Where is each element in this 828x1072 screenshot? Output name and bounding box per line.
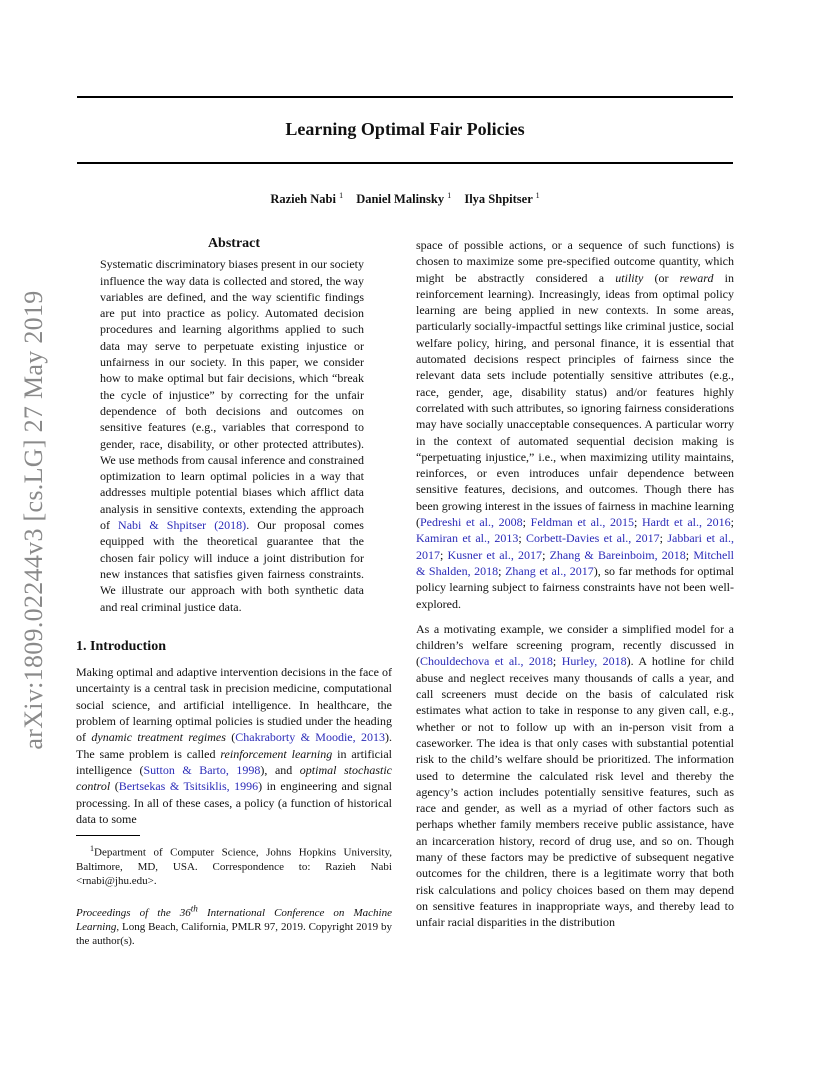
abstract-heading: Abstract [207, 236, 261, 251]
proceedings-note: Proceedings of the 36th International Conference on Machine Learning, Long Beach, California, PMLR 97, 2019. Copyright 2019 by the author(s). [76, 903, 392, 948]
title-rule [77, 162, 733, 164]
author: Daniel Malinsky $^1$ [356, 191, 452, 207]
citation-link[interactable]: Chakraborty & Moodie, 2013 [235, 730, 386, 745]
citation-link[interactable]: Hardt et al., 2016 [642, 515, 731, 530]
paper-title: Learning Optimal Fair Policies [285, 119, 525, 139]
author-list [77, 191, 733, 207]
right-column [416, 237, 734, 930]
author: Ilya Shpitser $^1$ [464, 191, 540, 207]
body-paragraph: As a motivating example, we consider a simplified model for a children’s welfare screening program, recently discussed in (Chouldechova et al., 2018; Hurley, 2018). A hotline for child abuse and neglect receives many thousands of calls a year, and call screeners must decide on the basis of calculated risk estimates what action to take in response to any given call, e.g., whether or not to follow up with an in-person visit from a caseworker. The idea is that only cases with substantial potential risk to the child’s welfare should be prioritized. The information used to determine the calculated risk level and thereby the agency’s action includes potentially sensitive features, such as race and gender, as well as a myriad of other factors such as perhaps whether family members receive public assistance, have an incarceration history, record of drug use, and so on. Though many of these factors may be predictive of subsequent negative outcomes for the children, there is a legitimate worry that both risk calculations and policy choices based on them may depend on sensitive features in inappropriate ways, and thereby lead to unfair racial disparities in the distribution [416, 621, 735, 930]
citation-link[interactable]: Pedreshi et al., 2008 [420, 515, 523, 530]
left-column [76, 236, 392, 948]
citation-link[interactable]: Kamiran et al., 2013 [416, 531, 519, 546]
top-rule [77, 96, 733, 98]
author: Razieh Nabi $^1$ [270, 191, 344, 207]
citation-link[interactable]: Zhang et al., 2017 [505, 563, 594, 578]
citation-link[interactable]: Jabbari et al., 2017 [416, 531, 734, 562]
affiliation-footnote: $^1$Department of Computer Science, Johns Hopkins University, Baltimore, MD, USA. Correspondence to: Razieh Nabi <rnabi@jhu.edu>. [76, 844, 392, 887]
section-heading-introduction: 1. Introduction [76, 638, 166, 654]
citation-link[interactable]: Corbett-Davies et al., 2017 [526, 531, 660, 546]
body-paragraph: space of possible actions, or a sequence of such functions) is chosen to maximize some pre-specified outcome quantity, which might be abstractly considered a utility (or reward in reinforcement learning). Increasingly, ideas from optimal policy learning are being applied in new contexts. In some areas, particularly socially-impactful settings like criminal justice, social welfare policy, hiring, and personal finance, it is essential that automated decisions respect principles of fairness since the relevant data sets include potentially sensitive attributes (e.g., race, gender, age, disability status) and/or features highly correlated with such attributes, so ignoring fairness considerations may have socially unacceptable consequences. A particular worry in the context of automated sequential decision making is “perpetuating injustice,” i.e., when maximizing utility maintains, reinforces, or even introduces unfair dependence between sensitive features, decisions, and outcomes. Though there has been growing interest in the issues of fairness in machine learning (Pedreshi et al., 2008; Feldman et al., 2015; Hardt et al., 2016; Kamiran et al., 2013; Corbett-Davies et al., 2017; Jabbari et al., 2017; Kusner et al., 2017; Zhang & Bareinboim, 2018; Mitchell & Shalden, 2018; Zhang et al., 2017), so far methods for optimal policy learning subject to fairness constraints have not been well-explored. [416, 238, 735, 611]
abstract-text: Systematic discriminatory biases present in our society influence the way data is collected and stored, the way variables are defined, and the way scientific findings are put into practice as policy. Automated decision procedures and learning algorithms applied to such data may serve to perpetuate existing injustice or unfairness in our society. In this paper, we consider how to make optimal but fair decisions, which “break the cycle of injustice” by correcting for the unfair dependence of both decisions and outcomes on sensitive features (e.g., variables that correspond to gender, race, disability, or other protected attributes). We use methods from causal inference and constrained optimization to learn optimal policies in a way that addresses multiple potential biases which afflict data analysis in sensitive contexts, extending the approach of Nabi & Shpitser (2018). Our proposal comes equipped with the theoretical guarantee that the chosen fair policy will induce a joint distribution for new instances that satisfies given fairness constraints. We illustrate our approach with both synthetic data and real criminal justice data. [100, 257, 364, 614]
citation-link[interactable]: Hurley, 2018 [561, 654, 627, 669]
citation-link[interactable]: Feldman et al., 2015 [530, 515, 634, 530]
citation-link[interactable]: Sutton & Barto, 1998 [143, 762, 261, 777]
intro-paragraph: Making optimal and adaptive intervention decisions in the face of uncertainty is a central task in precision medicine, computational social science, and artificial intelligence. In healthcare, the problem of learning optimal policies is studied under the heading of dynamic treatment regimes (Chakraborty & Moodie, 2013). The same problem is called reinforcement learning in artificial intelligence (Sutton & Barto, 1998), and optimal stochastic control (Bertsekas & Tsitsiklis, 1996) in engineering and signal processing. In all of these cases, a policy (a function of historical data to some [76, 665, 393, 826]
footnote-rule [76, 835, 140, 836]
citation-link[interactable]: Kusner et al., 2017 [447, 547, 543, 562]
citation-link[interactable]: Zhang & Bareinboim, 2018 [549, 547, 686, 562]
arxiv-identifier: arXiv:1809.02244v3 [cs.LG] 27 May 2019 [19, 290, 48, 750]
citation-link[interactable]: Mitchell & Shalden, 2018 [416, 547, 734, 578]
citation-link[interactable]: Chouldechova et al., 2018 [420, 654, 553, 669]
citation-link[interactable]: Nabi & Shpitser (2018) [118, 518, 247, 533]
citation-link[interactable]: Bertsekas & Tsitsiklis, 1996 [118, 779, 259, 794]
